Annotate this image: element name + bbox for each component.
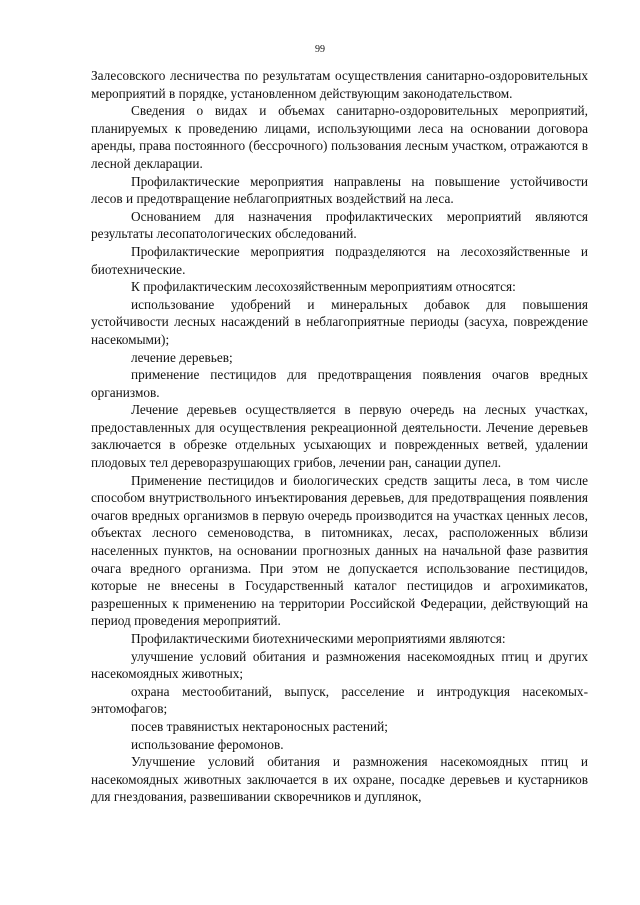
list-item: охрана местообитаний, выпуск, расселение и интродукция насекомых-энтомофагов; (91, 683, 588, 717)
paragraph: Профилактические мероприятия направлены на повышение устойчивости лесов и предотвращение неблагоприятных воздействий на леса. (91, 173, 588, 207)
list-item: применение пестицидов для предотвращения появления очагов вредных организмов. (91, 367, 588, 400)
list-item: использование удобрений и минеральных добавок для повышения устойчивости лесных насаждений в неблагоприятные периоды (засуха, повреждение насекомыми); (91, 296, 588, 347)
paragraph: К профилактическим лесохозяйственным мероприятиям относятся: (131, 279, 516, 295)
paragraph: Лечение деревьев осуществляется в первую очередь на лесных участках, предоставленных для осуществления рекреационной деятельности. Лечение деревьев заключается в обрезке отдельных усыхающих и поврежденных ветвей, удалении плодовых тел дереворазрушающих грибов, лечении ран, санации дупел. (91, 402, 588, 471)
paragraph: Основанием для назначения профилактических мероприятий являются результаты лесопатологических обследований. (91, 208, 588, 242)
paragraph: Профилактическими биотехническими мероприятиями являются: (131, 631, 506, 646)
paragraph: Применение пестицидов и биологических средств защиты леса, в том числе способом внутриствольного инъектирования деревьев, для предотвращения появления очагов вредных организмов в первую очередь производится на участках ценных лесов, объектах лесного семеноводства, в питомниках, лесах, расположенных вблизи населенных пунктов, на основании прогнозных данных на начальной фазе развития очага вредного организма. При этом не допускается использование пестицидов, которые не внесены в Государственный каталог пестицидов и агрохимикатов, разрешенных к применению на территории Российской Федерации, действующий на период проведения мероприятий. (91, 472, 588, 629)
document-body (91, 67, 588, 806)
list-item: лечение деревьев; (131, 349, 233, 365)
paragraph: Сведения о видах и объемах санитарно-оздоровительных мероприятий, планируемых к проведению лицами, использующими леса на основании договора аренды, права постоянного (бессрочного) пользования лесным участком, отражаются в лесной декларации. (91, 103, 588, 171)
page-number: 99 (315, 44, 325, 55)
list-item: посев травянистых нектароносных растений; (131, 718, 388, 734)
paragraph: Улучшение условий обитания и размножения насекомоядных птиц и насекомоядных животных заключается в их охране, посадке деревьев и кустарников для гнездования, развешивании скворечников и дуплянок, (91, 754, 588, 805)
list-item: улучшение условий обитания и размножения насекомоядных птиц и других насекомоядных животных; (91, 648, 588, 682)
paragraph: Залесовского лесничества по результатам осуществления санитарно-оздоровительных мероприятий в порядке, установленном действующим законодательством. (91, 68, 588, 101)
paragraph: Профилактические мероприятия подразделяются на лесохозяйственные и биотехнические. (91, 243, 588, 277)
list-item: использование феромонов. (131, 736, 284, 752)
